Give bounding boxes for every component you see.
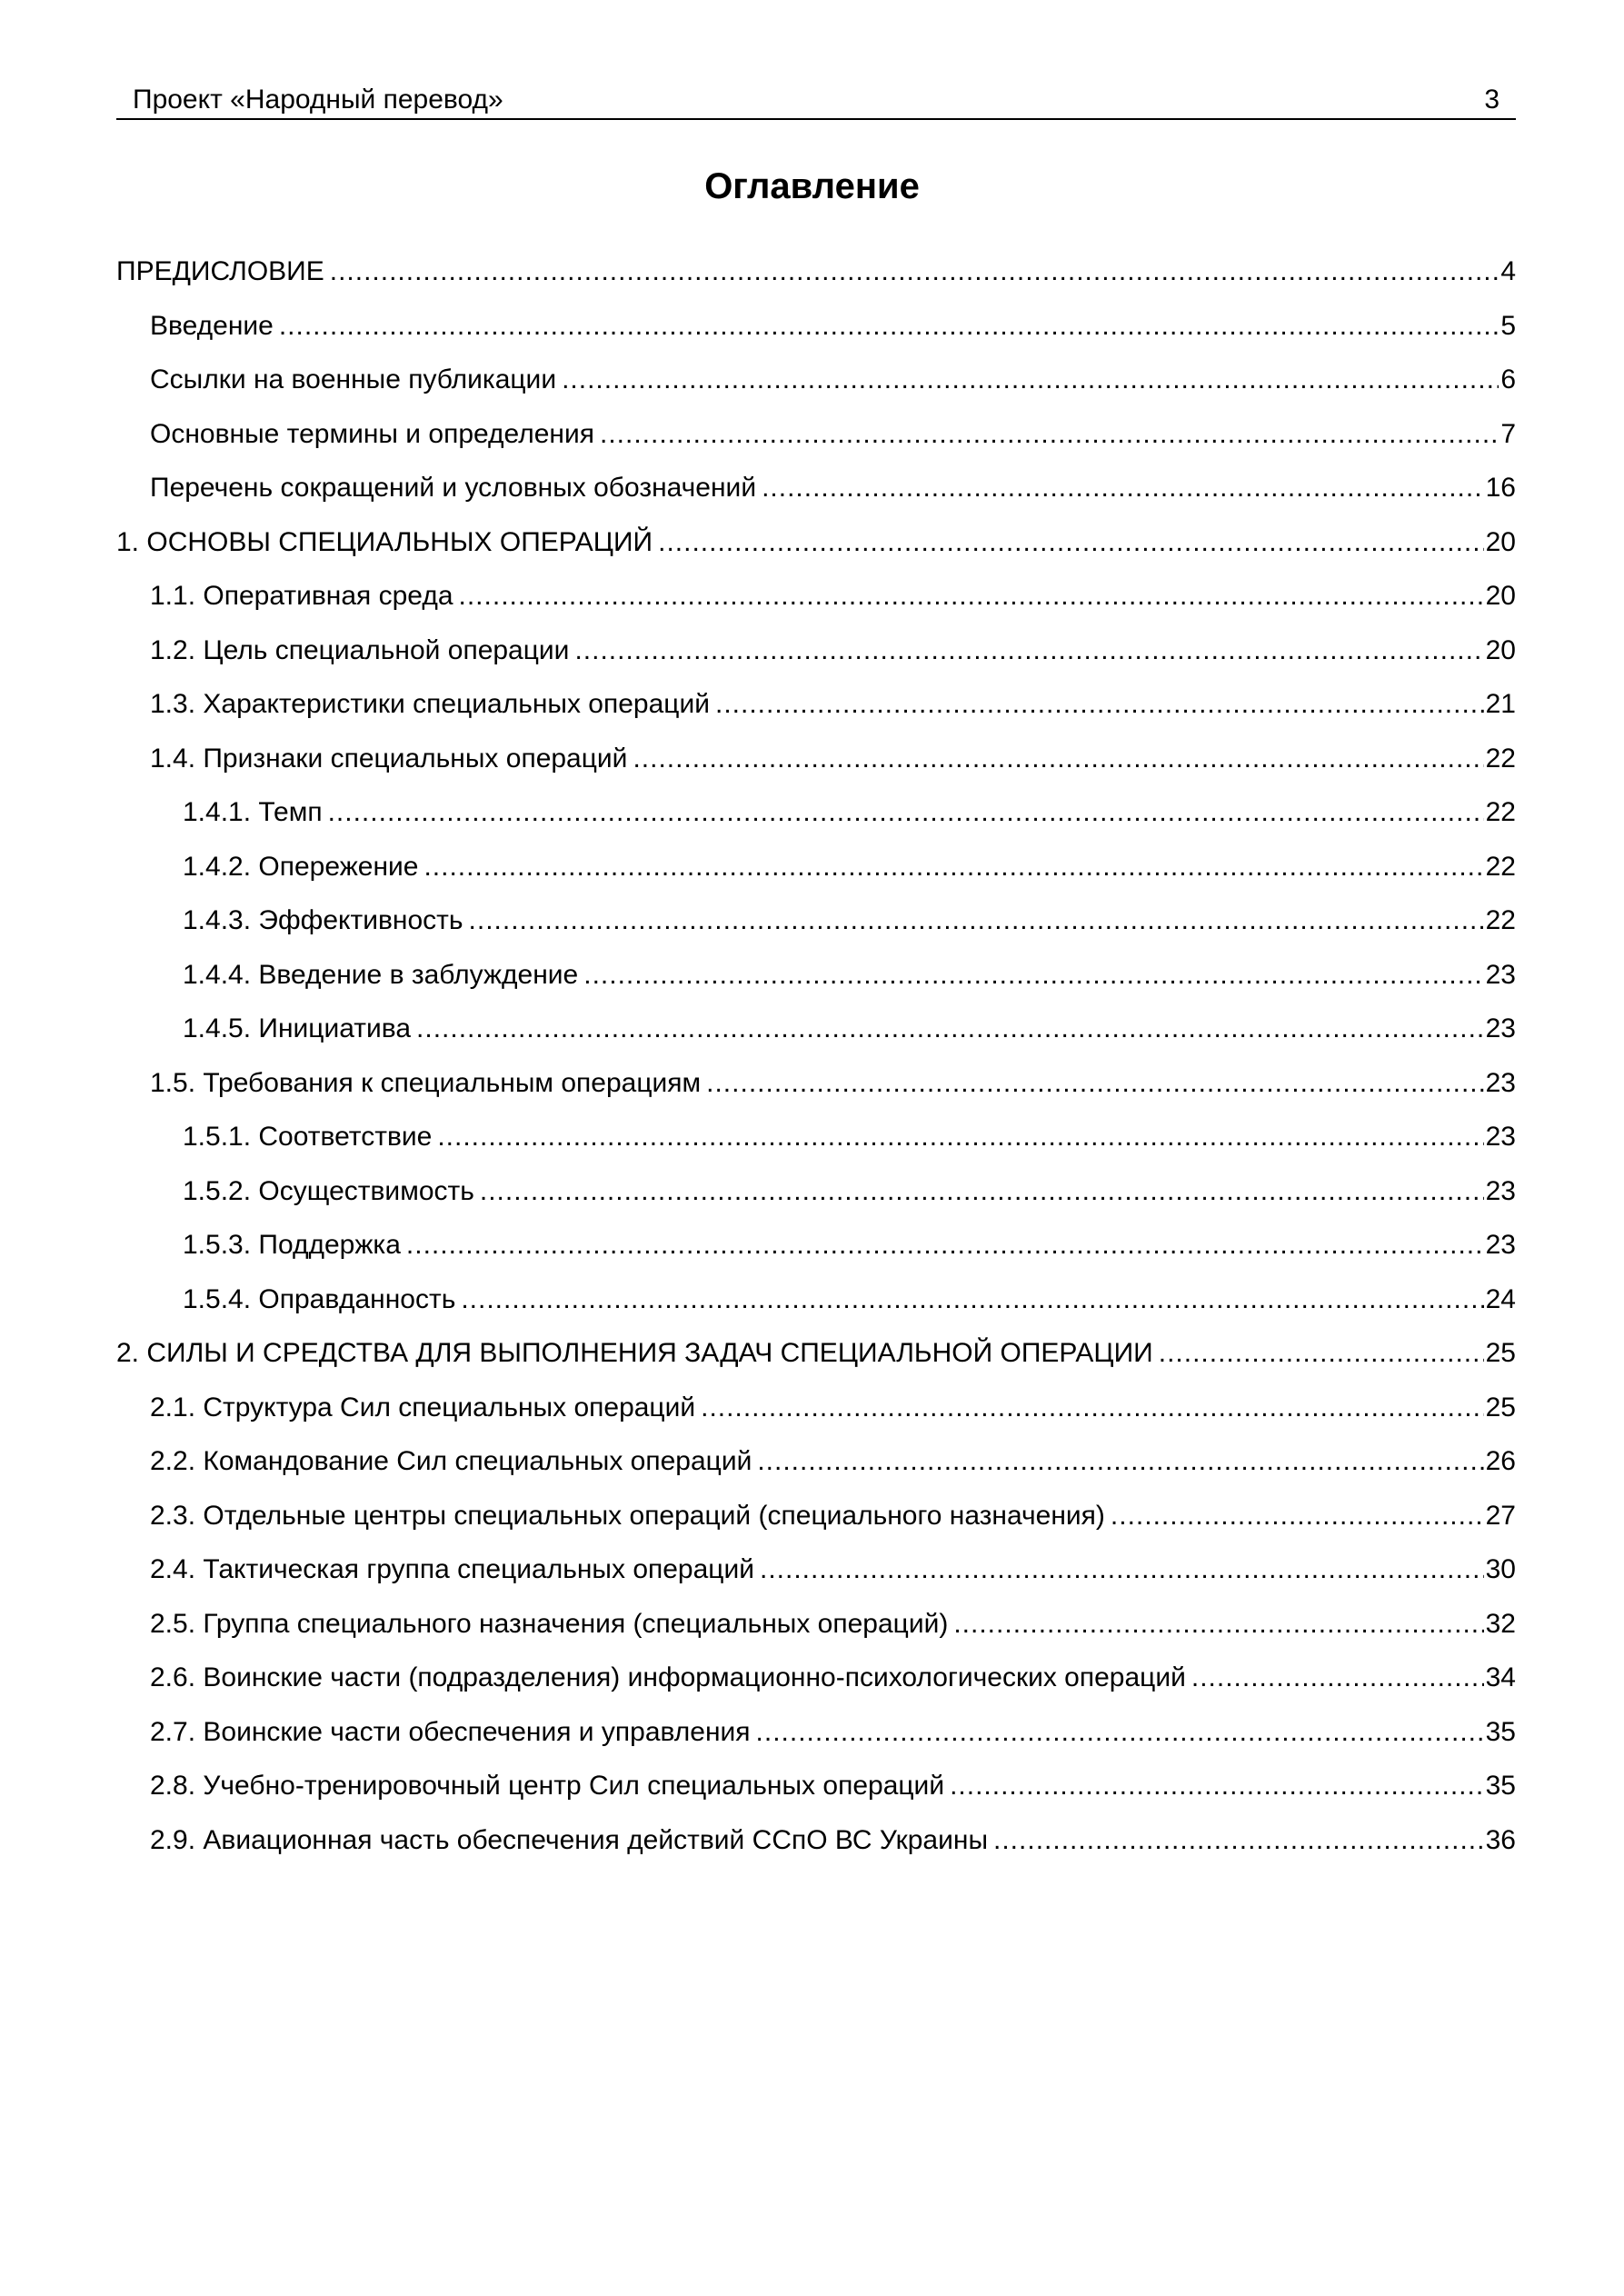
toc-dot-leader [993, 1820, 1484, 1862]
toc-dot-leader [950, 1765, 1484, 1807]
toc-dot-leader [279, 305, 1499, 347]
toc-dot-leader [600, 414, 1499, 455]
toc-dot-leader [437, 1116, 1483, 1158]
page-header [116, 80, 1516, 120]
toc-entry-label[interactable]: 1. ОСНОВЫ СПЕЦИАЛЬНЫХ ОПЕРАЦИЙ [116, 526, 653, 557]
toc-entry[interactable] [116, 414, 1516, 468]
header-title: Проект «Народный перевод» [133, 85, 503, 115]
toc-entry-page[interactable]: 6 [1500, 364, 1516, 394]
toc-entry-page[interactable]: 5 [1500, 310, 1516, 341]
toc-entry-page[interactable]: 35 [1485, 1771, 1516, 1801]
toc-entry-label[interactable]: Ссылки на военные публикации [150, 364, 557, 394]
toc-entry-label[interactable]: ПРЕДИСЛОВИЕ [116, 256, 324, 286]
toc-title: Оглавление [704, 166, 920, 206]
toc-entry[interactable] [116, 1063, 1516, 1117]
toc-entry[interactable] [116, 1657, 1516, 1712]
toc-dot-leader [416, 1008, 1484, 1050]
toc-entry-label[interactable]: Перечень сокращений и условных обозначений [150, 473, 757, 503]
toc-entry-page[interactable]: 22 [1485, 905, 1516, 935]
toc-entry[interactable] [116, 1549, 1516, 1603]
toc-entry[interactable] [116, 1008, 1516, 1063]
toc-entry-page[interactable]: 23 [1485, 1013, 1516, 1043]
toc-entry[interactable] [116, 467, 1516, 522]
toc-entry-page[interactable]: 22 [1485, 743, 1516, 774]
toc-entry[interactable] [116, 738, 1516, 793]
toc-entry-label[interactable]: 1.5. Требования к специальным операциям [150, 1067, 702, 1098]
toc-entry-label[interactable]: 1.4. Признаки специальных операций [150, 743, 628, 774]
toc-dot-leader [701, 1387, 1483, 1429]
toc-entry[interactable] [116, 846, 1516, 901]
toc-entry[interactable] [116, 575, 1516, 630]
toc-dot-leader [328, 792, 1484, 834]
toc-entry-label[interactable]: 1.5.1. Соответствие [183, 1122, 433, 1152]
toc-dot-leader [757, 1441, 1483, 1482]
toc-entry[interactable] [116, 1116, 1516, 1171]
toc-entry[interactable] [116, 1603, 1516, 1658]
toc-dot-leader [706, 1063, 1483, 1104]
toc-entry-label[interactable]: 1.4.4. Введение в заблуждение [183, 959, 579, 990]
toc-entry[interactable] [116, 359, 1516, 414]
toc-entry-page[interactable]: 23 [1485, 1122, 1516, 1152]
toc-entry-page[interactable]: 36 [1485, 1824, 1516, 1855]
toc-dot-leader [562, 359, 1499, 401]
toc-dot-leader [1111, 1495, 1484, 1537]
toc-entry-label[interactable]: 1.5.2. Осуществимость [183, 1175, 474, 1206]
toc-dot-leader [760, 1549, 1484, 1591]
toc-entry[interactable] [116, 792, 1516, 846]
toc-entry-page[interactable]: 25 [1485, 1338, 1516, 1368]
toc-dot-leader [953, 1603, 1483, 1645]
toc-entry[interactable] [116, 251, 1516, 305]
toc-entry[interactable] [116, 1712, 1516, 1766]
toc-entry-label[interactable]: 2.1. Структура Сил специальных операций [150, 1392, 696, 1423]
toc-entry-label[interactable]: 1.5.4. Оправданность [183, 1283, 456, 1314]
toc-dot-leader [633, 738, 1483, 780]
toc-entry[interactable] [116, 1495, 1516, 1550]
toc-dot-leader [583, 954, 1483, 996]
toc-entry[interactable] [116, 630, 1516, 684]
toc-entry-label[interactable]: 2.7. Воинские части обеспечения и управления [150, 1716, 751, 1747]
toc-entry-label[interactable]: 1.5.3. Поддержка [183, 1230, 401, 1260]
toc-dot-leader [715, 684, 1484, 725]
toc-entry-page[interactable]: 23 [1485, 1230, 1516, 1260]
toc-entry-label[interactable]: 2.2. Командование Сил специальных операций [150, 1446, 752, 1476]
toc-entry-label[interactable]: 1.4.3. Эффективность [183, 905, 463, 935]
toc-entry-page[interactable]: 20 [1485, 581, 1516, 611]
toc-entry-label[interactable]: 2.5. Группа специального назначения (специальных операций) [150, 1608, 949, 1639]
toc-entry[interactable] [116, 1441, 1516, 1495]
toc-entry-page[interactable]: 30 [1485, 1554, 1516, 1584]
toc-entry[interactable] [116, 684, 1516, 738]
toc-dot-leader [459, 575, 1484, 617]
toc-entry-page[interactable]: 21 [1485, 689, 1516, 719]
toc-entry-page[interactable]: 20 [1485, 526, 1516, 557]
toc-dot-leader [469, 900, 1484, 942]
toc-entry[interactable] [116, 1765, 1516, 1820]
toc-entry[interactable] [116, 522, 1516, 576]
toc-dot-leader [658, 522, 1484, 564]
toc-entry-label[interactable]: 2. СИЛЫ И СРЕДСТВА ДЛЯ ВЫПОЛНЕНИЯ ЗАДАЧ СПЕЦИАЛЬНОЙ ОПЕРАЦИИ [116, 1338, 1153, 1368]
toc-entry-label[interactable]: Введение [150, 310, 274, 341]
header-page-number: 3 [1484, 85, 1499, 115]
toc-entry-page[interactable]: 7 [1500, 418, 1516, 449]
toc-entry-label[interactable]: 1.2. Цель специальной операции [150, 634, 570, 665]
toc-entry-label[interactable]: Основные термины и определения [150, 418, 594, 449]
toc-entry-label[interactable]: 1.1. Оперативная среда [150, 581, 453, 611]
toc-entry-page[interactable]: 20 [1485, 634, 1516, 665]
toc-entry-page[interactable]: 23 [1485, 959, 1516, 990]
toc-entry-label[interactable]: 2.9. Авиационная часть обеспечения действий ССпО ВС Украины [150, 1824, 989, 1855]
table-of-contents [116, 251, 1516, 1873]
toc-dot-leader [1159, 1333, 1484, 1374]
toc-entry-page[interactable]: 27 [1485, 1500, 1516, 1531]
toc-entry-page[interactable]: 35 [1485, 1716, 1516, 1747]
toc-entry-page[interactable]: 32 [1485, 1608, 1516, 1639]
toc-entry[interactable] [116, 954, 1516, 1009]
toc-entry[interactable] [116, 305, 1516, 360]
toc-entry[interactable] [116, 1171, 1516, 1225]
toc-entry[interactable] [116, 1333, 1516, 1387]
toc-entry[interactable] [116, 1387, 1516, 1442]
toc-entry-label[interactable]: 1.4.5. Инициатива [183, 1013, 412, 1043]
toc-entry-label[interactable]: 2.6. Воинские части (подразделения) информационно-психологических операций [150, 1662, 1186, 1692]
toc-entry-page[interactable]: 16 [1485, 473, 1516, 503]
toc-entry-label[interactable]: 2.4. Тактическая группа специальных операций [150, 1554, 754, 1584]
toc-dot-leader [461, 1279, 1483, 1321]
toc-entry-page[interactable]: 34 [1485, 1662, 1516, 1692]
toc-dot-leader [574, 630, 1483, 672]
toc-entry-page[interactable]: 23 [1485, 1067, 1516, 1098]
toc-entry-page[interactable]: 22 [1485, 851, 1516, 882]
toc-entry[interactable] [116, 1224, 1516, 1279]
toc-entry[interactable] [116, 1279, 1516, 1333]
toc-entry-label[interactable]: 1.3. Характеристики специальных операций [150, 689, 710, 719]
toc-entry-label[interactable]: 1.4.1. Темп [183, 797, 323, 827]
toc-entry-label[interactable]: 2.8. Учебно-тренировочный центр Сил специальных операций [150, 1771, 945, 1801]
toc-dot-leader [1191, 1657, 1484, 1699]
toc-dot-leader [480, 1171, 1484, 1213]
toc-entry-page[interactable]: 23 [1485, 1175, 1516, 1206]
toc-dot-leader [406, 1224, 1484, 1266]
toc-dot-leader [423, 846, 1483, 888]
toc-entry[interactable] [116, 900, 1516, 954]
toc-dot-leader [762, 467, 1484, 509]
toc-entry-label[interactable]: 2.3. Отдельные центры специальных операций (специального назначения) [150, 1500, 1105, 1531]
toc-entry[interactable] [116, 1820, 1516, 1874]
toc-entry-page[interactable]: 24 [1485, 1283, 1516, 1314]
toc-entry-page[interactable]: 22 [1485, 797, 1516, 827]
toc-dot-leader [330, 251, 1499, 293]
toc-entry-page[interactable]: 25 [1485, 1392, 1516, 1423]
toc-entry-page[interactable]: 26 [1485, 1446, 1516, 1476]
toc-entry-page[interactable]: 4 [1500, 256, 1516, 286]
toc-dot-leader [756, 1712, 1484, 1753]
toc-entry-label[interactable]: 1.4.2. Опережение [183, 851, 419, 882]
